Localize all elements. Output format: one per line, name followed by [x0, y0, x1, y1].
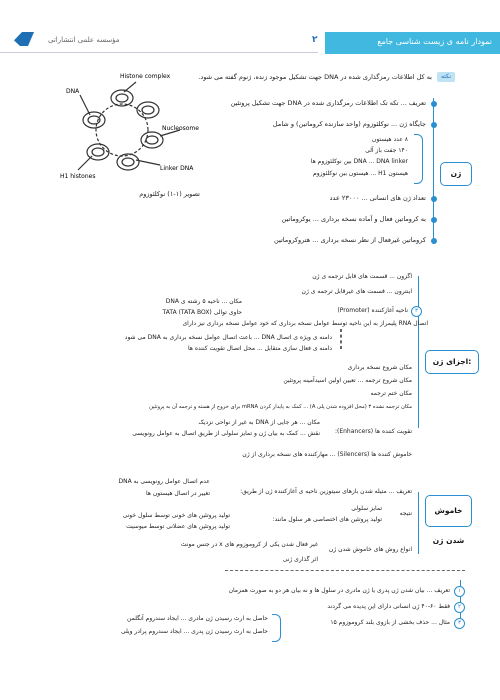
nucleosome-sub-2: ۱۴۰ جفت باز آلی: [365, 147, 408, 154]
result-sub-1: تمایز سلولی: [351, 505, 382, 512]
gene-item-heterochromatin: کروماتین غیرفعال از نظر نسخه برداری ... هتروکروماتین: [274, 236, 426, 244]
nucleosome-brace: [414, 134, 423, 184]
enhancer-sub-1: مکان ... هر جایی از DNA به غیر از نواحی نزدیک: [198, 419, 320, 426]
silencing-root-label: خاموش شدن ژن: [432, 506, 465, 545]
method-2: اثر گذاری ژنی: [282, 556, 318, 563]
method-1: غیر فعال شدن یکی از کروموزوم های x در جنس مونث: [180, 541, 318, 548]
publisher-name: مؤسسه علمی انتشاراتی: [48, 36, 120, 44]
example-brace: [272, 614, 281, 642]
parts-root-label: اجزای ژن:: [432, 357, 472, 366]
chapter-title: نمودار نامه ی زیست شناسی جامع: [377, 37, 492, 46]
gene-root: [440, 162, 472, 186]
result-sub2-2: تولید پروتئین های عضلانی توسط میوسیت: [126, 523, 230, 530]
silencing-root: [425, 495, 472, 545]
promoter-sub-2: حاوی توالی TATA (TATA BOX): [162, 309, 242, 316]
promoter-sub2-1: دامنه ی ویژه ی اتصال DNA ... باعث اتصال عوامل نسخه برداری به DNA می شود: [124, 334, 332, 341]
silencing-result: نتیجه: [399, 510, 412, 517]
example-sub-2: حاصل به ارث رسیدن ژن پدری ... ایجاد سندروم پرادر ویلی: [120, 628, 268, 635]
gene-item-definition: تعریف ... تکه تک اطلاعات رمزگذاری شده در DNA جهت تشکیل پروتئین: [230, 99, 426, 107]
nucleosome-figure: [60, 70, 210, 190]
gene-dot-2: [431, 122, 437, 128]
label-histone-complex: Histone complex: [120, 73, 171, 80]
label-linker-dna: [160, 165, 194, 172]
parts-exon: اگزون ... قسمت های قابل ترجمه ی ژن: [312, 273, 412, 280]
label-nucleosome: Nucleosome: [162, 125, 199, 132]
nucleosome-sub-1: ۸ عدد هیستون: [371, 136, 408, 143]
intro-text: به کل اطلاعات رمزگذاری شده در DNA جهت تشکیل موجود زنده، ژنوم گفته می شود.: [198, 73, 432, 81]
gene-dot-1: [431, 101, 437, 107]
example-sub-1: حاصل به ارث رسیدن ژن مادری ... ایجاد سندروم آنگلمن: [127, 615, 268, 622]
chapter-banner: [325, 32, 500, 54]
gene-item-euchromatin: به کروماتین فعال و آماده نسخه برداری ... یوکروماتین: [281, 215, 426, 223]
page-number: ۲: [312, 35, 318, 45]
parts-silencers: خاموش کننده ها (Silencers) ... مهارکننده های نسخه برداری از ژن: [242, 451, 412, 458]
parts-translation-start: مکان شروع ترجمه ... تعیین اولین اسیدآمینه پروتئین: [283, 377, 412, 384]
promoter-sub-1: مکان ... ناحیه ۵ رشته ی DNA: [165, 298, 242, 305]
promoter-sub-3: اتصال RNA پلیمراز به این ناحیه توسط عوامل نسخه برداری که خود عوامل نسخه برداری نیز دارای: [182, 320, 428, 327]
note-badge: نکته: [437, 72, 455, 82]
parts-transcription-start: مکان شروع نسخه برداری: [347, 364, 412, 371]
label-h1-histones: H1 histones: [60, 173, 96, 180]
silencing-def-sub-2: تغییر در اتصال هیستون ها: [145, 490, 210, 497]
parts-translation-stop: مکان ختم ترجمه: [370, 390, 412, 397]
label-dna: DNA: [66, 88, 80, 95]
page-header: [0, 0, 500, 58]
gene-root-label: ژن: [450, 169, 462, 178]
nucleosome-sub-4: هیستون H1 ... هیستون بین نوکلئوزوم: [313, 170, 408, 177]
imprinting-marker-1: ۱: [454, 586, 465, 597]
promoter-marker: ۳: [411, 306, 422, 317]
silencing-def-sub-1: عدم اتصال عوامل رونویسی به DNA: [118, 478, 210, 485]
gene-item-count: تعداد ژن های انسانی ... ۲۳۰۰۰ عدد: [329, 194, 426, 202]
imprinting-count: فقط ۶۰-۴۰ ژن انسانی دارای این پدیده می گردند: [327, 603, 450, 610]
imprinting-dash: [225, 570, 465, 571]
imprinting-example: مثال ... حذف بخشی از بازوی بلند کروموزوم ۱۵: [330, 619, 450, 626]
silencing-methods: انواع روش های خاموش شدن ژن: [328, 546, 412, 553]
silencing-spine: [418, 492, 419, 554]
label-linker-dna-text: Linker DNA: [160, 165, 194, 172]
nucleosome-sub-3: DNA ... DNA linker بین نوکلئوزوم ها: [310, 158, 408, 165]
imprinting-marker-2: ۲: [454, 602, 465, 613]
gene-item-location: جایگاه ژن ... نوکلئوزوم (واحد سازنده کروماتین) و شامل: [272, 120, 426, 128]
figure-caption: تصویر (۱-۱) نوکلئوزوم: [139, 190, 200, 198]
promoter-sub2-2: دامنه ی فعال سازی متقابل ... محل اتصال تقویت کننده ها: [187, 345, 332, 352]
parts-root: [425, 350, 479, 374]
parts-intron: اینترون ... قسمت های غیرقابل ترجمه ی ژن: [301, 288, 412, 295]
result-sub2-1: تولید پروتئین های خونی توسط سلول خونی: [122, 512, 230, 519]
parts-spine: [418, 276, 419, 428]
gene-dot-3: [431, 196, 437, 202]
result-sub-2: تولید پروتئین های اختصاصی هر سلول مانند:: [272, 516, 382, 523]
enhancer-sub-2: نقش ... کمک به بیان ژن و تمایز سلولی از طریق اتصال به عوامل رونویسی: [132, 430, 320, 437]
imprinting-marker-3: ۳: [454, 618, 465, 629]
promoter-dash: [340, 329, 342, 349]
imprinting-definition: تعریف ... بیان شدن ژن پدری یا ژن مادری در سلول ها و نه بیان هر دو به صورت همزمان: [228, 587, 450, 594]
parts-promoter: ناحیه آغازکننده (Promoter): [337, 307, 408, 314]
gene-dot-4: [431, 217, 437, 223]
parts-enhancers: تقویت کننده ها (Enhancers):: [334, 428, 412, 435]
gene-dot-5: [431, 238, 437, 244]
silencing-definition: تعریف ... متیله شدن بازهای سیتوزین ناحیه ی آغازکننده ژن از طریق:: [240, 488, 412, 495]
parts-3utr: مکان ترجمه نشده ۳ (محل افزوده شدن پلی A) ... کمک به پایدار کردن mRNA برای خروج از هسته و ترجمه آن به پروتئین: [149, 404, 412, 410]
